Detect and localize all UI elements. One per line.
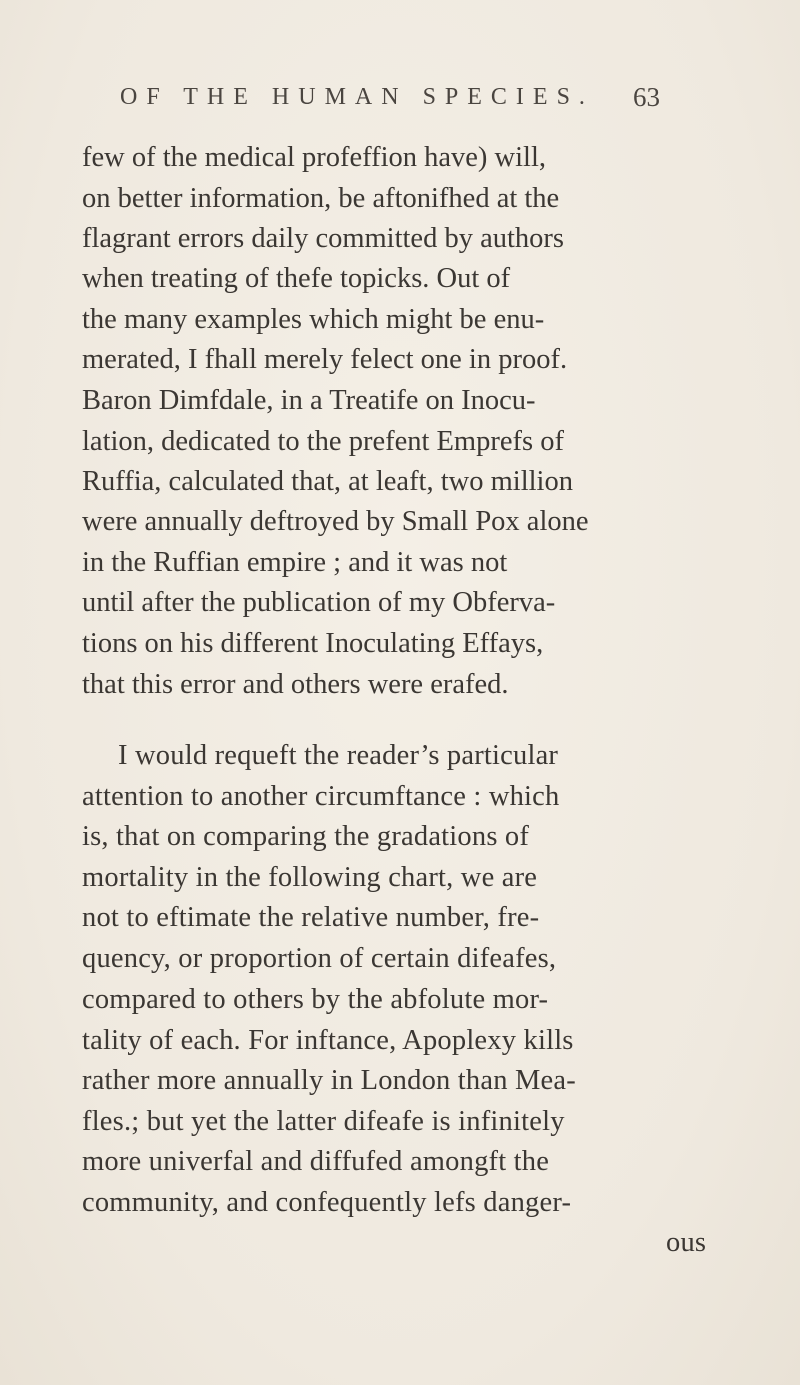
text-line: rather more annually in London than Mea- <box>82 1065 576 1096</box>
text-line: lation, dedicated to the prefent Emprefs of <box>82 426 564 457</box>
text-line: fles.; but yet the latter difeafe is infinitely <box>82 1106 565 1137</box>
catchword: ous <box>666 1227 707 1258</box>
text-line: is, that on comparing the gradations of <box>82 821 530 852</box>
running-head <box>120 82 660 122</box>
text-line: when treating of thefe topicks. Out of <box>82 263 511 294</box>
text-line: tions on his different Inoculating Effays, <box>82 628 544 659</box>
text-line: that this error and others were erafed. <box>82 669 509 700</box>
text-line: until after the publication of my Obferva- <box>82 587 556 618</box>
text-line: I would requeft the reader’s particular <box>118 740 559 771</box>
text-line: compared to others by the abfolute mor- <box>82 984 549 1015</box>
page-number: 63 <box>633 82 660 112</box>
text-line: merated, I fhall merely felect one in proof. <box>82 344 568 375</box>
text-line: the many examples which might be enu- <box>82 304 545 335</box>
text-line: were annually deftroyed by Small Pox alone <box>82 506 589 537</box>
text-line: flagrant errors daily committed by authors <box>82 223 564 254</box>
text-line: community, and confequently lefs danger- <box>82 1187 572 1218</box>
text-line: more univerfal and diffufed amongft the <box>82 1146 550 1177</box>
running-head-title: OF THE HUMAN SPECIES. <box>120 84 594 110</box>
text-line: mortality in the following chart, we are <box>82 862 538 893</box>
text-line: tality of each. For inftance, Apoplexy kills <box>82 1025 574 1056</box>
text-line: on better information, be aftonifhed at the <box>82 183 560 214</box>
text-line: quency, or proportion of certain difeafes, <box>82 943 557 974</box>
text-line: attention to another circumftance : which <box>82 781 560 812</box>
text-line: Ruffia, calculated that, at leaft, two million <box>82 466 573 497</box>
text-line: not to eftimate the relative number, fre- <box>82 902 540 933</box>
text-line: few of the medical profeffion have) will, <box>82 142 547 173</box>
text-line: in the Ruffian empire ; and it was not <box>82 547 508 578</box>
text-line: Baron Dimfdale, in a Treatife on Inocu- <box>82 385 536 416</box>
